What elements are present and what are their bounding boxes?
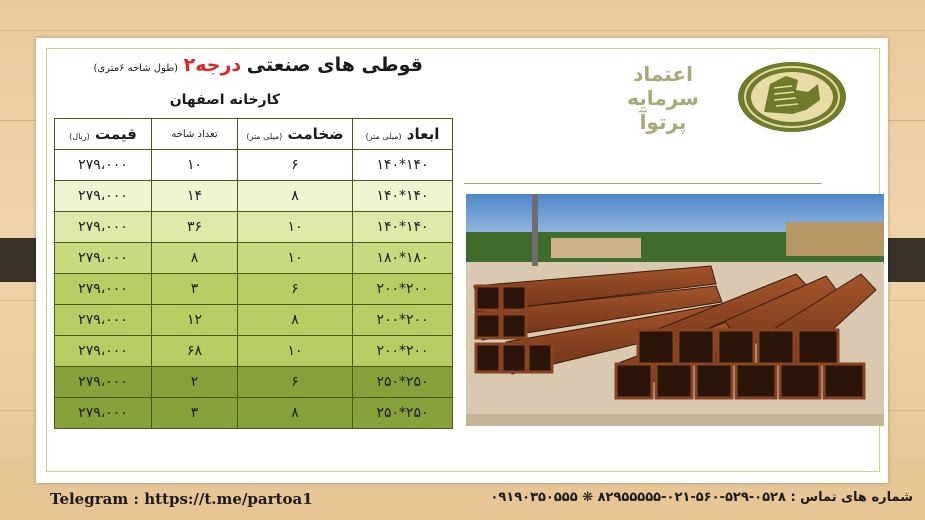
cell-count: ۲ (152, 367, 238, 398)
cell-price: ۲۷۹،۰۰۰ (55, 181, 152, 212)
table-row (55, 150, 453, 181)
cell-dimension: ۱۸۰*۱۸۰ (353, 243, 453, 274)
cell-thickness: ۱۰ (238, 212, 353, 243)
title-prefix: قوطی های صنعتی (246, 54, 423, 76)
cell-count: ۱۲ (152, 305, 238, 336)
title-grade: درجه۲ (183, 54, 242, 76)
cell-thickness: ۸ (238, 181, 353, 212)
cell-dimension: ۲۵۰*۲۵۰ (353, 398, 453, 429)
header-price: قیمت (ریال) (55, 119, 152, 150)
cell-dimension: ۲۰۰*۲۰۰ (353, 336, 453, 367)
table-row (55, 212, 453, 243)
table-row (55, 336, 453, 367)
cell-dimension: ۱۴۰*۱۴۰ (353, 150, 453, 181)
factory-subtitle: کارخانه اصفهان (169, 92, 280, 108)
divider-line (464, 183, 822, 184)
table-row (55, 305, 453, 336)
telegram-link[interactable]: Telegram : https://t.me/partoa1 (50, 490, 313, 508)
company-name: اعتماد سرمایه پرتوآ (627, 62, 699, 134)
page-title (78, 54, 423, 76)
cell-thickness: ۶ (238, 274, 353, 305)
title-note: (طول شاخه ۶متری) (93, 63, 179, 74)
cell-price: ۲۷۹،۰۰۰ (55, 398, 152, 429)
cell-count: ۱۰ (152, 150, 238, 181)
table-row (55, 181, 453, 212)
cell-price: ۲۷۹،۰۰۰ (55, 367, 152, 398)
cell-price: ۲۷۹،۰۰۰ (55, 150, 152, 181)
company-logo-icon (736, 60, 848, 134)
footer-bar (0, 490, 925, 514)
cell-count: ۱۴ (152, 181, 238, 212)
table-row (55, 274, 453, 305)
steel-pipes-photo (466, 194, 884, 426)
cell-price: ۲۷۹،۰۰۰ (55, 336, 152, 367)
header-thickness: ضخامت (میلی متر) (238, 119, 353, 150)
table-row (55, 243, 453, 274)
cell-thickness: ۱۰ (238, 243, 353, 274)
cell-dimension: ۲۵۰*۲۵۰ (353, 367, 453, 398)
table-row (55, 367, 453, 398)
cell-thickness: ۸ (238, 305, 353, 336)
table-row (55, 398, 453, 429)
cell-price: ۲۷۹،۰۰۰ (55, 212, 152, 243)
cell-price: ۲۷۹،۰۰۰ (55, 243, 152, 274)
cell-count: ۶۸ (152, 336, 238, 367)
contact-phones: شماره های تماس : ۰۵۲۸-۵۲۹-۵۶۰-۰۲۱-۸۲۹۵۵۵۵۵ ❋ ۰۹۱۹۰۳۵۰۵۵۵ (490, 490, 913, 505)
cell-count: ۳۶ (152, 212, 238, 243)
cell-thickness: ۱۰ (238, 336, 353, 367)
cell-dimension: ۲۰۰*۲۰۰ (353, 305, 453, 336)
cell-count: ۸ (152, 243, 238, 274)
header-count: تعداد شاخه (152, 119, 238, 150)
cell-dimension: ۱۴۰*۱۴۰ (353, 181, 453, 212)
header-dimension: ابعاد (میلی متر) (353, 119, 453, 150)
cell-count: ۳ (152, 274, 238, 305)
cell-thickness: ۶ (238, 150, 353, 181)
table-header-row (55, 119, 453, 150)
price-table (54, 118, 453, 429)
cell-count: ۳ (152, 398, 238, 429)
cell-price: ۲۷۹،۰۰۰ (55, 305, 152, 336)
cell-dimension: ۱۴۰*۱۴۰ (353, 212, 453, 243)
cell-dimension: ۲۰۰*۲۰۰ (353, 274, 453, 305)
cell-thickness: ۶ (238, 367, 353, 398)
cell-thickness: ۸ (238, 398, 353, 429)
cell-price: ۲۷۹،۰۰۰ (55, 274, 152, 305)
